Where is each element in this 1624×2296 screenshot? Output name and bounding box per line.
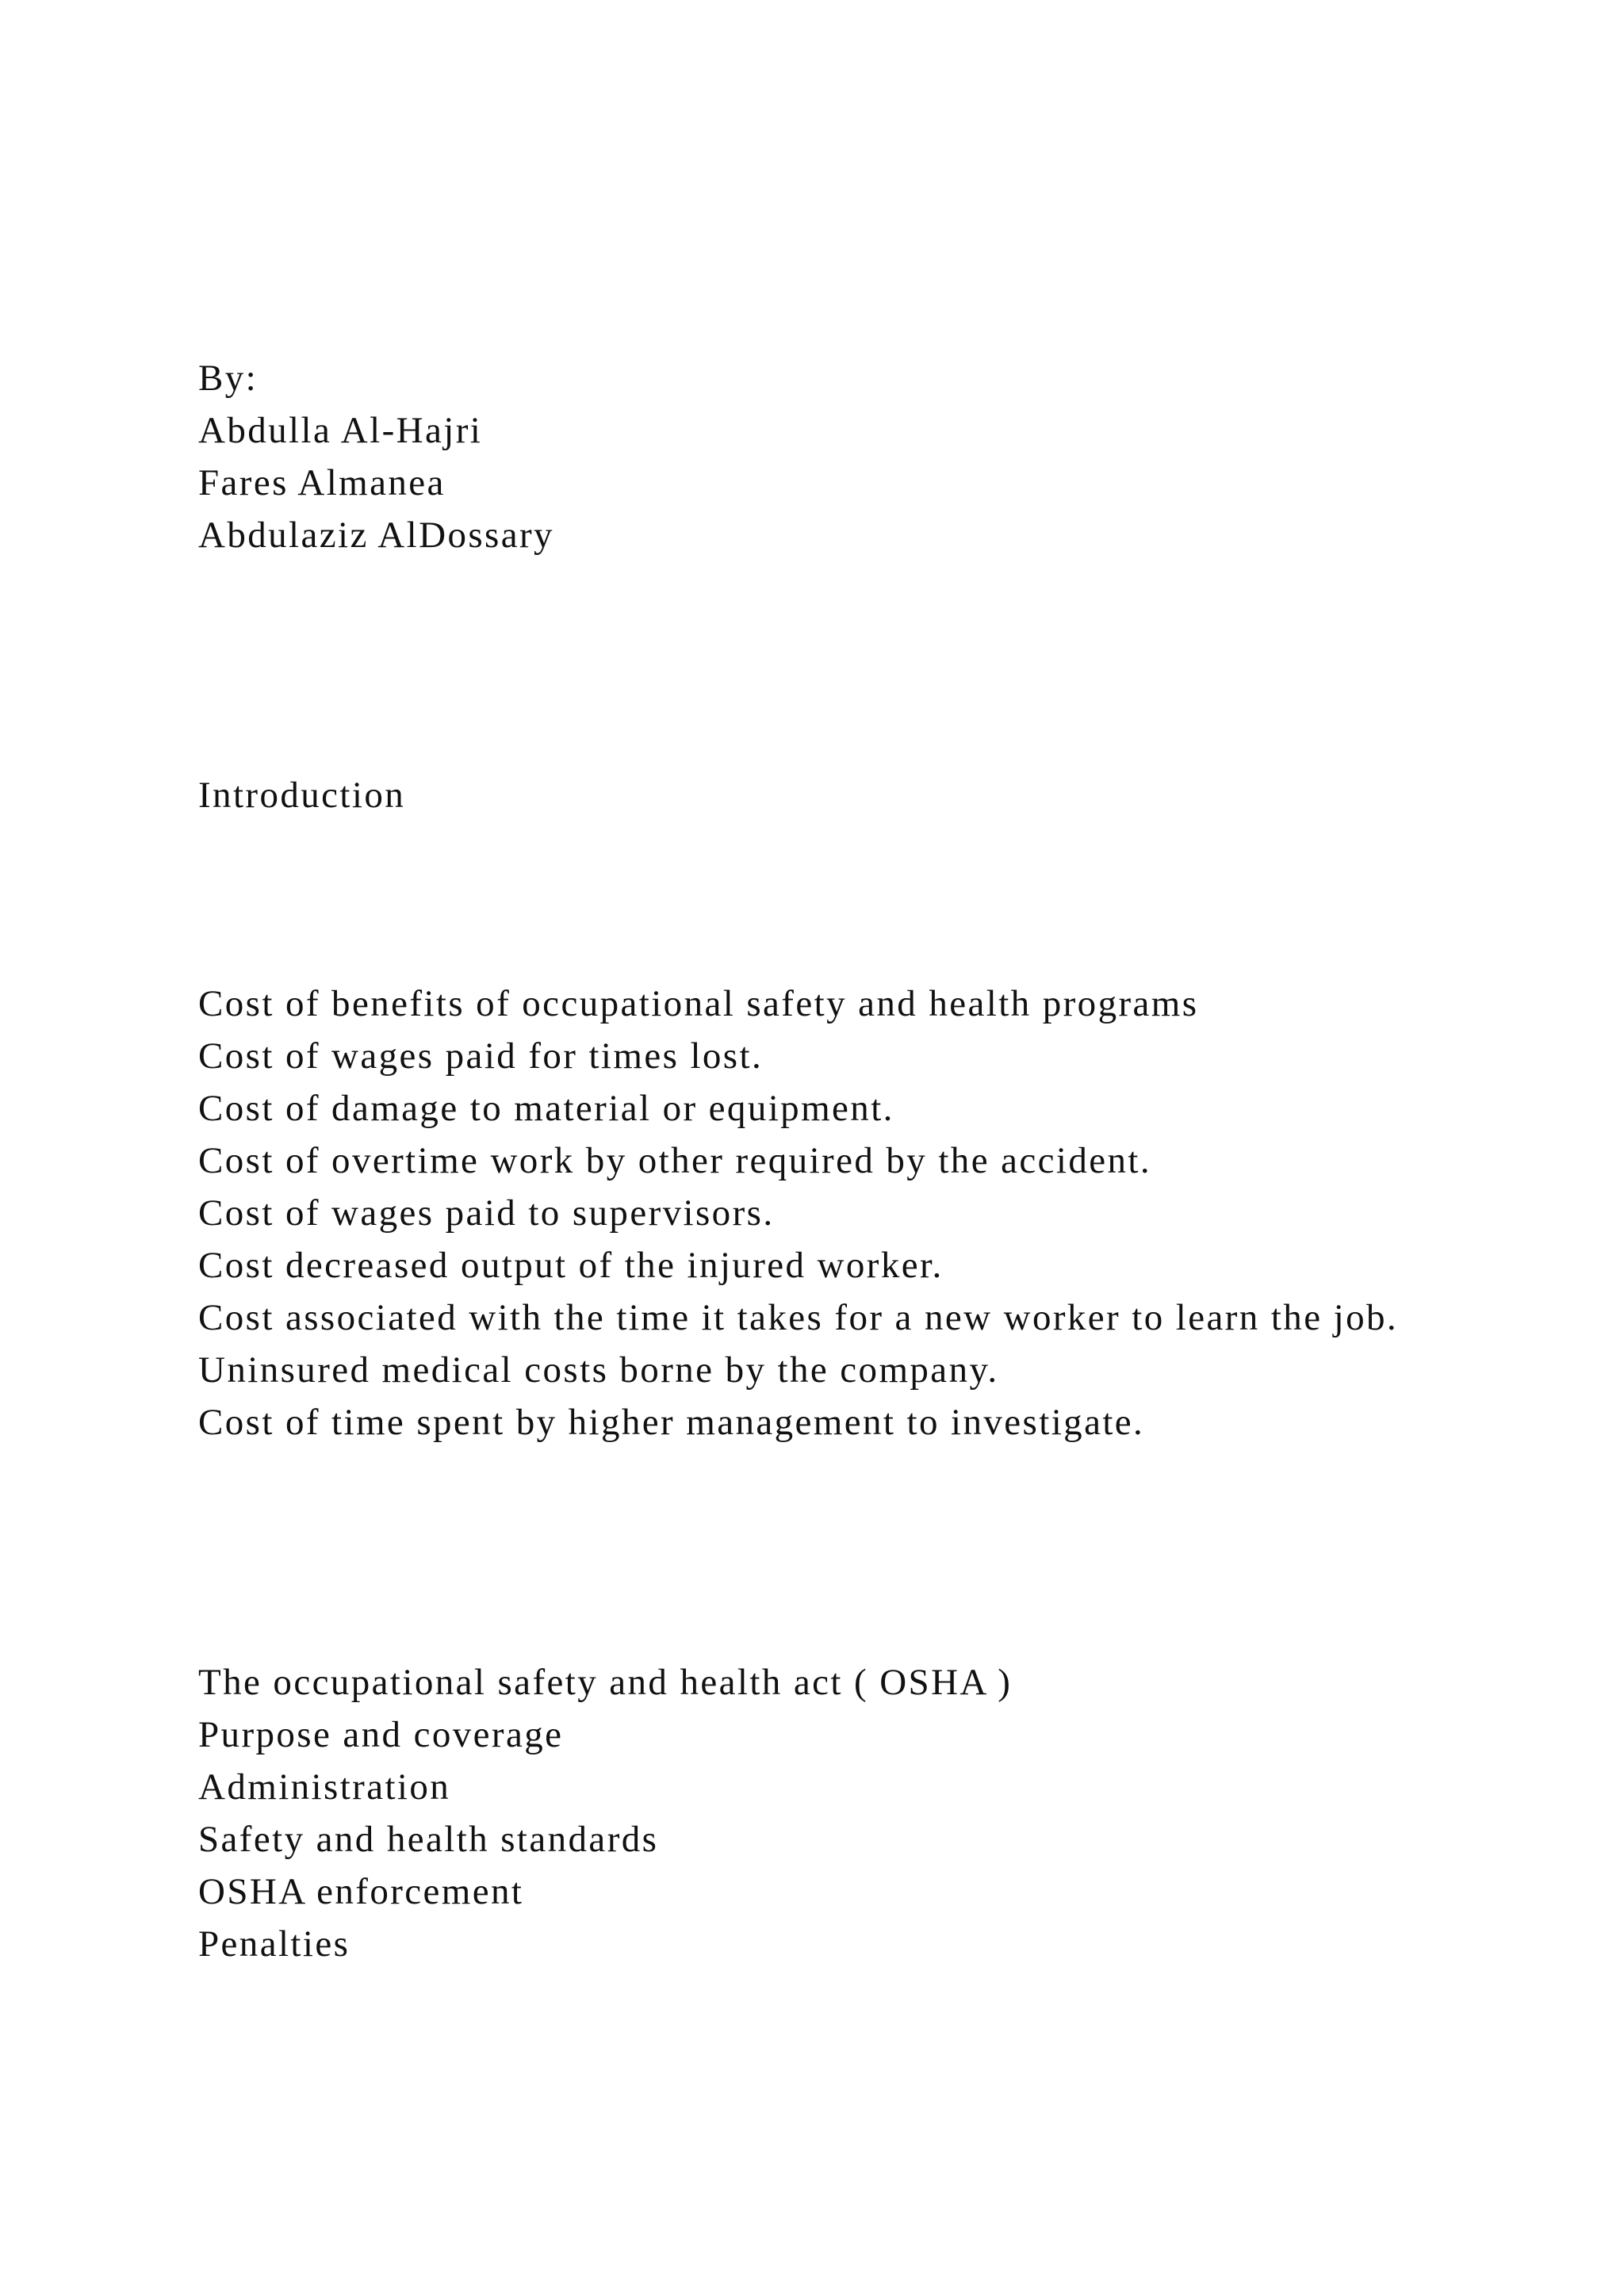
osha-item: OSHA enforcement <box>198 1871 524 1912</box>
introduction-heading: Introduction <box>198 775 406 816</box>
authors-label: By: <box>198 358 259 399</box>
cost-item: Cost of wages paid to supervisors. <box>198 1192 775 1234</box>
osha-item: Penalties <box>198 1923 350 1965</box>
cost-item: Cost of overtime work by other required by the accident. <box>198 1140 1152 1181</box>
cost-item: Uninsured medical costs borne by the company. <box>198 1349 999 1391</box>
osha-title: The occupational safety and health act ( OSHA ) <box>198 1662 1013 1703</box>
cost-item: Cost of time spent by higher management to investigate. <box>198 1402 1145 1443</box>
introduction-block <box>198 769 1507 821</box>
cost-item: Cost of wages paid for times lost. <box>198 1035 764 1077</box>
osha-item: Purpose and coverage <box>198 1714 564 1755</box>
author-name: Abdulaziz AlDossary <box>198 515 554 556</box>
author-name: Abdulla Al-Hajri <box>198 410 483 451</box>
osha-item: Safety and health standards <box>198 1819 659 1860</box>
cost-item: Cost of damage to material or equipment. <box>198 1088 894 1129</box>
authors-block <box>198 352 1507 561</box>
cost-item: Cost decreased output of the injured worker. <box>198 1245 944 1286</box>
cost-item: Cost associated with the time it takes for a new worker to learn the job. <box>198 1297 1399 1338</box>
costs-block <box>198 978 1507 1448</box>
osha-item: Administration <box>198 1766 451 1808</box>
author-name: Fares Almanea <box>198 462 446 503</box>
osha-block <box>198 1656 1507 1970</box>
costs-title: Cost of benefits of occupational safety and health programs <box>198 983 1199 1024</box>
